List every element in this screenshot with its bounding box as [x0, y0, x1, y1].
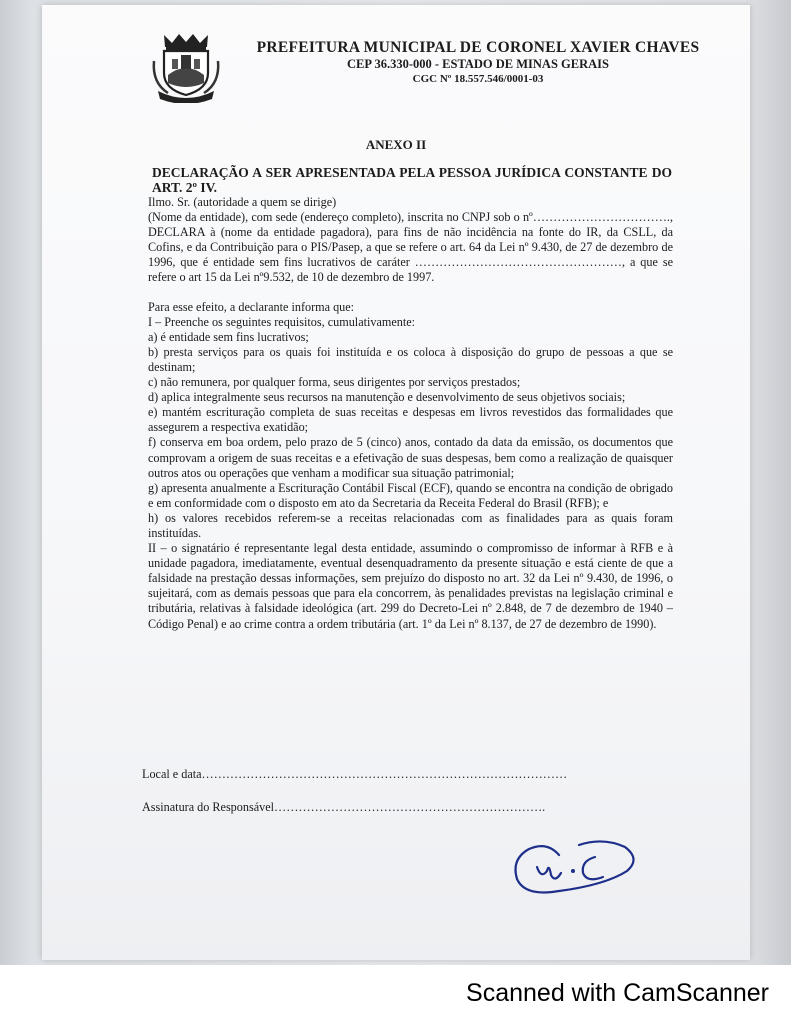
handwritten-signature — [507, 833, 642, 903]
municipality-title: PREFEITURA MUNICIPAL DE CORONEL XAVIER CHAVES — [256, 39, 700, 56]
requirement-f: f) conserva em boa ordem, pelo prazo de 5 (cinco) anos, contado da data da emissão, os documentos que comprovam a origem de suas receitas e a efetivação de suas despesas, bem como a realização de quaisquer outros atos ou operações que venham a modificar sua situação patrimonial; — [148, 435, 673, 480]
purpose-line: Para esse efeito, a declarante informa que: — [148, 299, 355, 314]
responsible-signature-line: Assinatura do Responsável…………………………………………………………. — [142, 800, 546, 814]
municipality-cgc: CGC Nº 18.557.546/0001-03 — [412, 73, 544, 85]
requirement-h: h) os valores recebidos referem-se a receitas relacionadas com as finalidades para as quais foram instituídas. — [148, 510, 673, 540]
requirement-a: a) é entidade sem fins lucrativos; — [148, 329, 309, 344]
addressee-line: Ilmo. Sr. (autoridade a quem se dirige) — [148, 195, 337, 209]
signature-block — [142, 767, 682, 816]
requirement-b: b) presta serviços para os quais foi instituída e os coloca à disposição do grupo de pessoas a que se destinam; — [148, 344, 673, 374]
requirements-intro: I – Preenche os seguintes requisitos, cumulativamente: — [148, 314, 416, 329]
letterhead-text — [228, 39, 728, 86]
requirement-c: c) não remunera, por qualquer forma, seus dirigentes por serviços prestados; — [148, 375, 521, 390]
signatory-commitment-paragraph: II – o signatário é representante legal desta entidade, assumindo o compromisso de informar à RFB e à unidade pagadora, imediatamente, eventual desenquadramento da presente situação e está ciente de que a falsidade na prestação dessas informações, sem prejuízo do disposto no art. 32 da Lei nº 9.430, de 1996, o sujeitará, com as demais pessoas que para ela concorrem, às penalidades previstas na legislação criminal e tributária, relativas à falsidade ideológica (art. 299 do Decreto-Lei nº 2.848, de 7 de dezembro de 1940 – Código Penal) e ao crime contra a ordem tributária (art. 1º da Lei nº 8.137, de 27 de dezembro de 1990). — [148, 541, 673, 631]
requirement-g: g) apresenta anualmente a Escrituração Contábil Fiscal (ECF), quando se encontra na condição de obrigado e em conformidade com o disposto em ato da Secretaria da Receita Federal do Brasil (RFB); e — [148, 480, 673, 510]
document-page — [42, 5, 750, 960]
annex-title: ANEXO II — [365, 137, 427, 152]
entity-declaration-paragraph: (Nome da entidade), com sede (endereço completo), inscrita no CNPJ sob o nº……………………………., DECLARA à (nome da entidade pagadora), para fins de não incidência na fonte do IR, da CSLL, da Cofins, e da Contribuição para o PIS/Pasep, a que se refere o art. 64 da Lei nº 9.430, de 27 de dezembro de 1996, que é entidade sem fins lucrativos de caráter ……………………………………………, a que se refere o art 15 da Lei nº9.532, de 10 de dezembro de 1997. — [148, 210, 673, 285]
declaration-body — [148, 195, 673, 632]
municipality-cep-state: CEP 36.330-000 - ESTADO DE MINAS GERAIS — [347, 57, 609, 71]
requirement-d: d) aplica integralmente seus recursos na manutenção e desenvolvimento de seus objetivos sociais; — [148, 390, 626, 405]
letterhead — [150, 31, 730, 101]
municipal-crest-icon — [150, 31, 222, 103]
place-and-date-line: Local e data……………………………………………………………………………… — [142, 767, 568, 781]
scanner-watermark-text: Scanned with CamScanner — [466, 979, 769, 1007]
declaration-heading: DECLARAÇÃO A SER APRESENTADA PELA PESSOA JURÍDICA CONSTANTE DO ART. 2º IV. — [152, 165, 672, 195]
scanner-footer — [0, 965, 791, 1024]
requirement-e: e) mantém escrituração completa de suas receitas e despesas em livros revestidos das formalidades que assegurem a respectiva exatidão; — [148, 405, 673, 435]
